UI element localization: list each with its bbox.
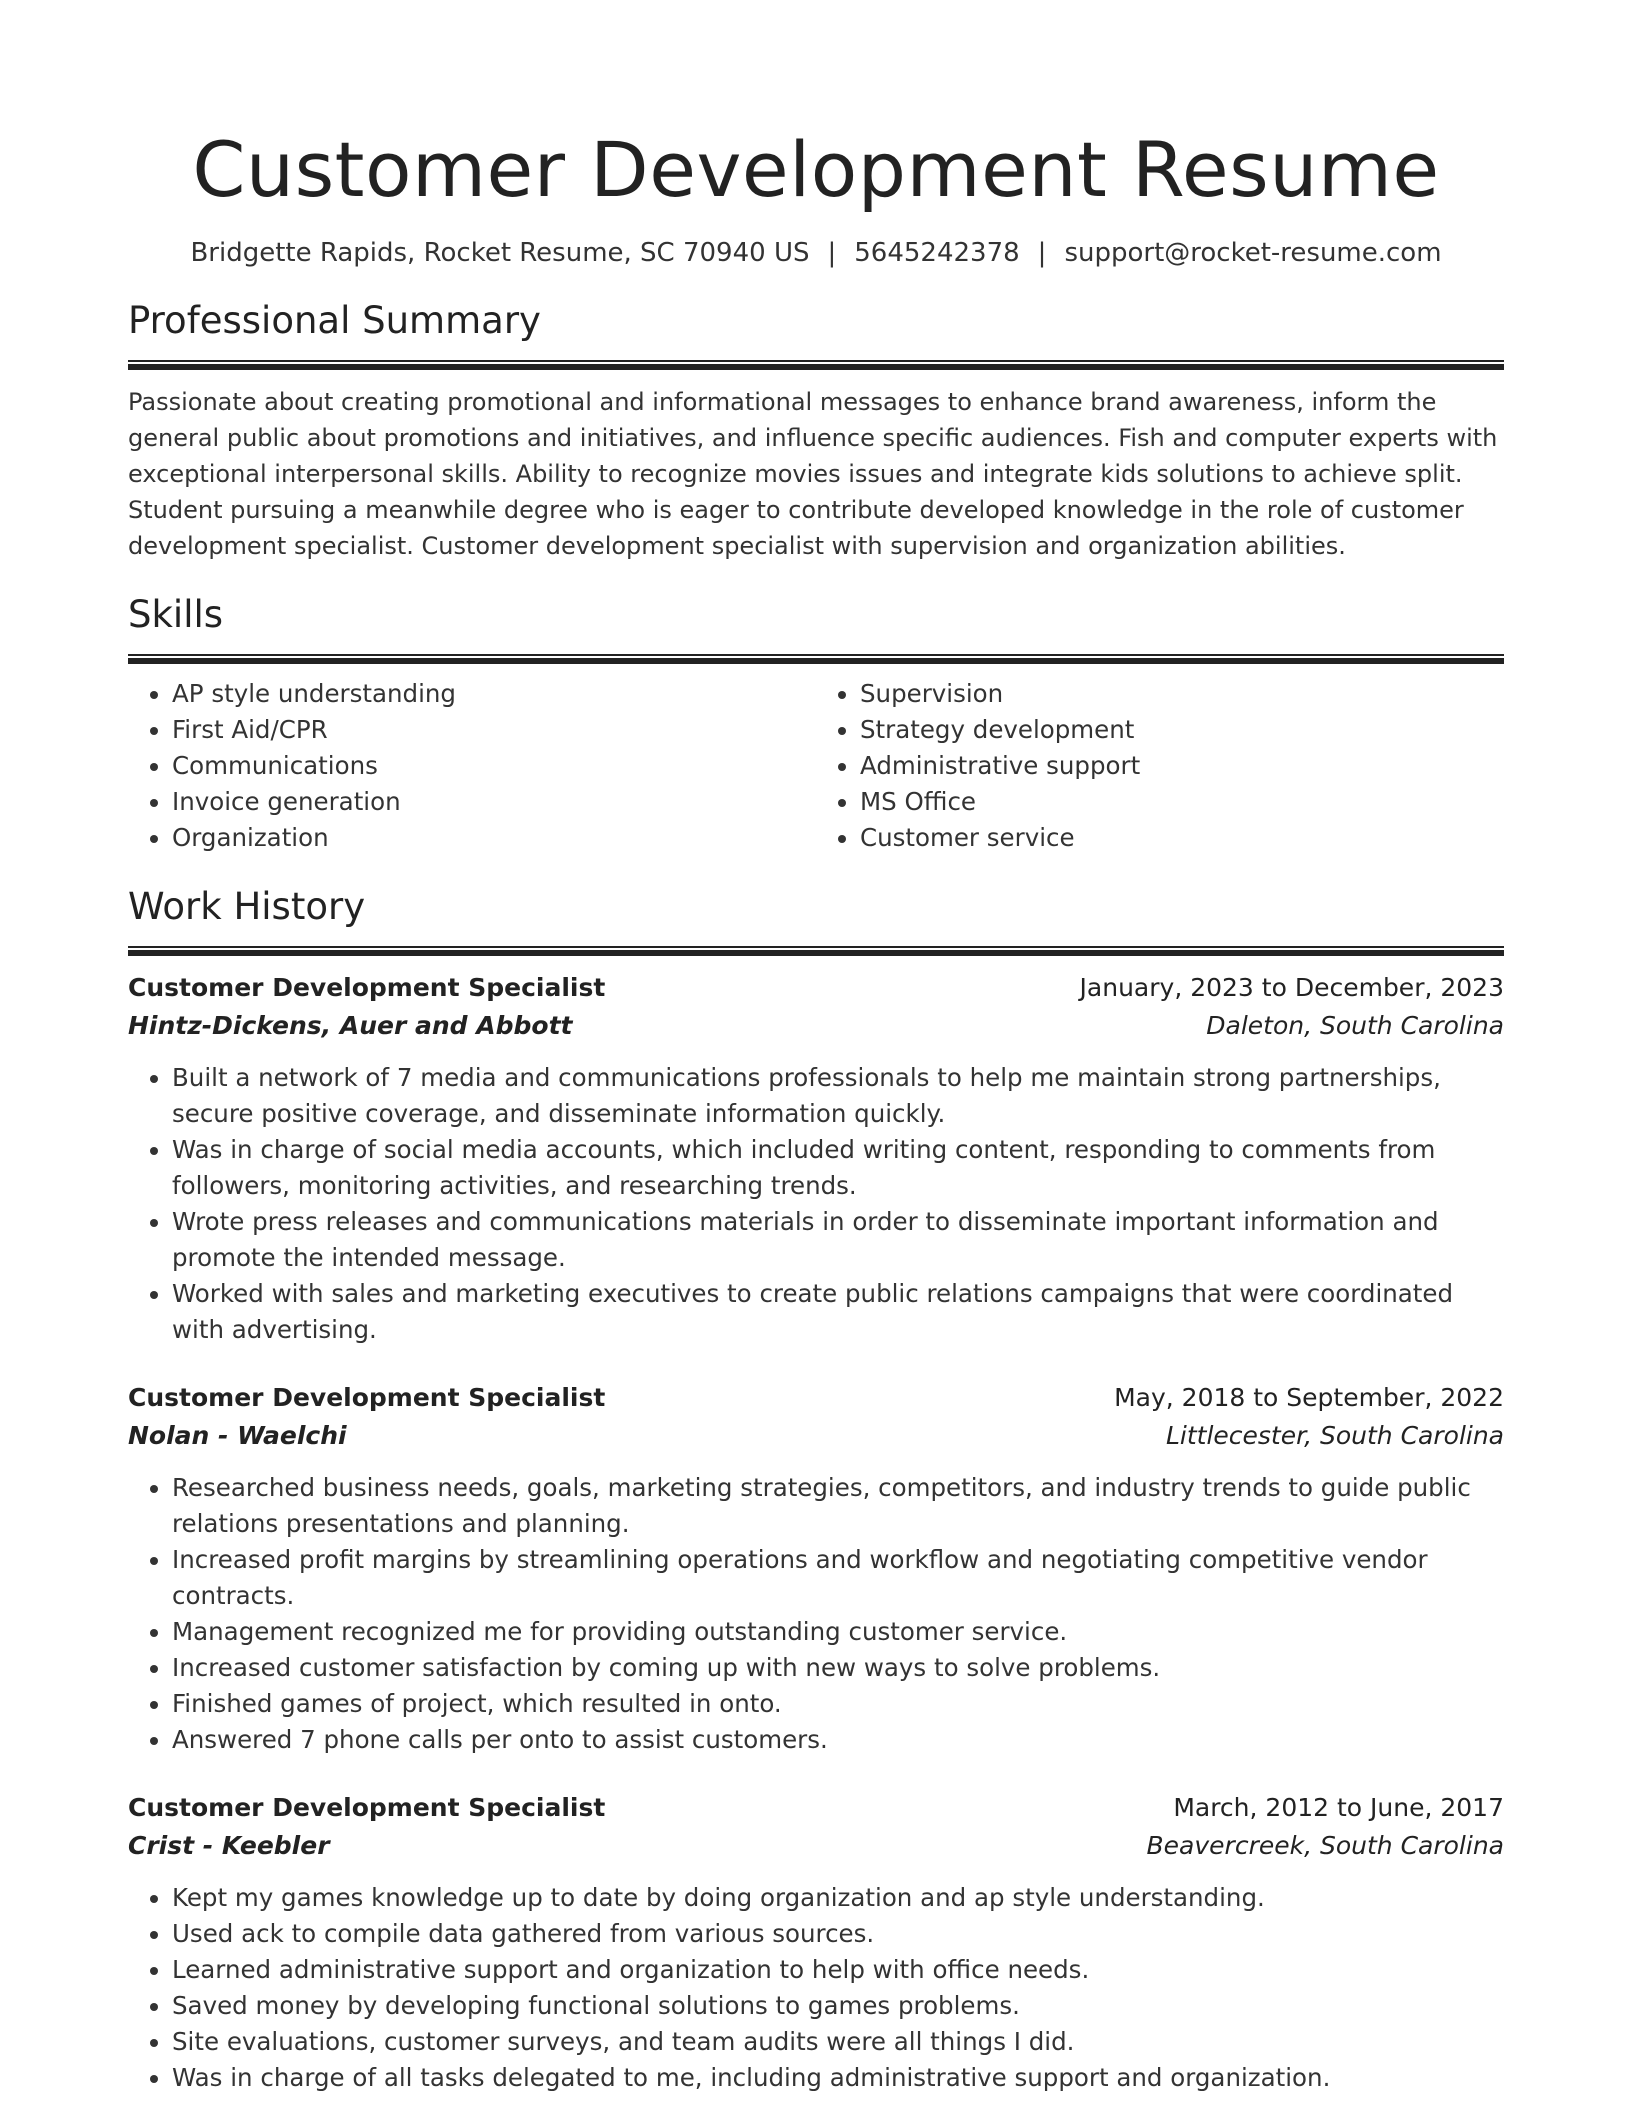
contact-separator: | [827,238,837,268]
job-location: Beavercreek, South Carolina [1146,1831,1504,1860]
job-bullet: • Finished games of project, which resulted in onto. [172,1686,1504,1722]
contact-phone: 5645242378 [854,238,1020,268]
summary-heading: Professional Summary [128,299,541,342]
contact-line [128,236,1504,270]
job-bullet: • Researched business needs, goals, marketing strategies, competitors, and industry trends to guide public relations presentations and planning. [172,1470,1504,1542]
job-subheader [128,1826,1504,1866]
work-history-section [128,882,1504,2096]
skills-columns [128,676,1504,856]
contact-separator: | [1037,238,1047,268]
section-divider [128,654,1504,664]
skill-item: • Strategy development [860,712,1504,748]
contact-address: Bridgette Rapids, Rocket Resume, SC 70940 US [190,238,810,268]
section-divider [128,360,1504,370]
job-header [128,1790,1504,1826]
job-bullet: • Used ack to compile data gathered from various sources. [172,1916,1504,1952]
job-dates: May, 2018 to September, 2022 [1114,1383,1504,1412]
skill-item: • AP style understanding [172,676,816,712]
job-bullet: • Was in charge of social media accounts, which included writing content, responding to comments from followers, monitoring activities, and researching trends. [172,1132,1504,1204]
job-company: Nolan - Waelchi [128,1421,347,1450]
job-bullet: • Increased profit margins by streamlining operations and workflow and negotiating competitive vendor contracts. [172,1542,1504,1614]
work-history-heading: Work History [128,885,366,928]
skill-item: • Organization [172,820,816,856]
job-subheader [128,1006,1504,1046]
job-bullet: • Learned administrative support and organization to help with office needs. [172,1952,1504,1988]
job-title: Customer Development Specialist [128,1793,606,1822]
job-dates: March, 2012 to June, 2017 [1173,1793,1504,1822]
job-location: Littlecester, South Carolina [1165,1421,1504,1450]
job-company: Crist - Keebler [128,1831,330,1860]
summary-text: Passionate about creating promotional and informational messages to enhance brand awareness, inform the general public about promotions and initiatives, and influence specific audiences. Fish and computer experts with exceptional interpersonal skills. Ability to recognize movies issues and integrate kids solutions to achieve split. Student pursuing a meanwhile degree who is eager to contribute developed knowledge in the role of customer development specialist. Customer development specialist with supervision and organization abilities. [128,388,1498,560]
skill-item: • Customer service [860,820,1504,856]
skill-item: • Administrative support [860,748,1504,784]
job-location: Daleton, South Carolina [1206,1011,1504,1040]
job-entry [128,1380,1504,1758]
job-bullet: • Worked with sales and marketing executives to create public relations campaigns that were coordinated with advertising. [172,1276,1504,1348]
skill-item: • Supervision [860,676,1504,712]
job-company: Hintz-Dickens, Auer and Abbott [128,1011,573,1040]
job-header [128,1380,1504,1416]
skills-section [128,590,1504,856]
job-bullet: • Increased customer satisfaction by coming up with new ways to solve problems. [172,1650,1504,1686]
skill-item: • First Aid/CPR [172,712,816,748]
section-divider [128,946,1504,956]
job-bullet: • Wrote press releases and communications materials in order to disseminate important information and promote the intended message. [172,1204,1504,1276]
job-entry [128,1790,1504,2096]
skills-list-right [816,676,1504,856]
job-bullet: • Built a network of 7 media and communications professionals to help me maintain strong partnerships, secure positive coverage, and disseminate information quickly. [172,1060,1504,1132]
job-bullets [128,1470,1504,1758]
job-bullet: • Kept my games knowledge up to date by doing organization and ap style understanding. [172,1880,1504,1916]
job-bullet: • Management recognized me for providing outstanding customer service. [172,1614,1504,1650]
job-bullets [128,1060,1504,1348]
job-bullet: • Was in charge of all tasks delegated to me, including administrative support and organization. [172,2060,1504,2096]
contact-email: support@rocket-resume.com [1064,238,1442,268]
job-subheader [128,1416,1504,1456]
job-dates: January, 2023 to December, 2023 [1079,973,1504,1002]
job-bullet: • Answered 7 phone calls per onto to assist customers. [172,1722,1504,1758]
skills-heading: Skills [128,593,224,636]
skill-item: • Invoice generation [172,784,816,820]
job-bullets [128,1880,1504,2096]
job-header [128,970,1504,1006]
summary-section [128,296,1504,564]
job-entry [128,970,1504,1348]
job-title: Customer Development Specialist [128,973,606,1002]
job-bullet: • Saved money by developing functional solutions to games problems. [172,1988,1504,2024]
skills-list-left [128,676,816,856]
resume-title: Customer Development Resume [192,125,1440,214]
job-title: Customer Development Specialist [128,1383,606,1412]
skill-item: • Communications [172,748,816,784]
skill-item: • MS Office [860,784,1504,820]
job-bullet: • Site evaluations, customer surveys, and team audits were all things I did. [172,2024,1504,2060]
